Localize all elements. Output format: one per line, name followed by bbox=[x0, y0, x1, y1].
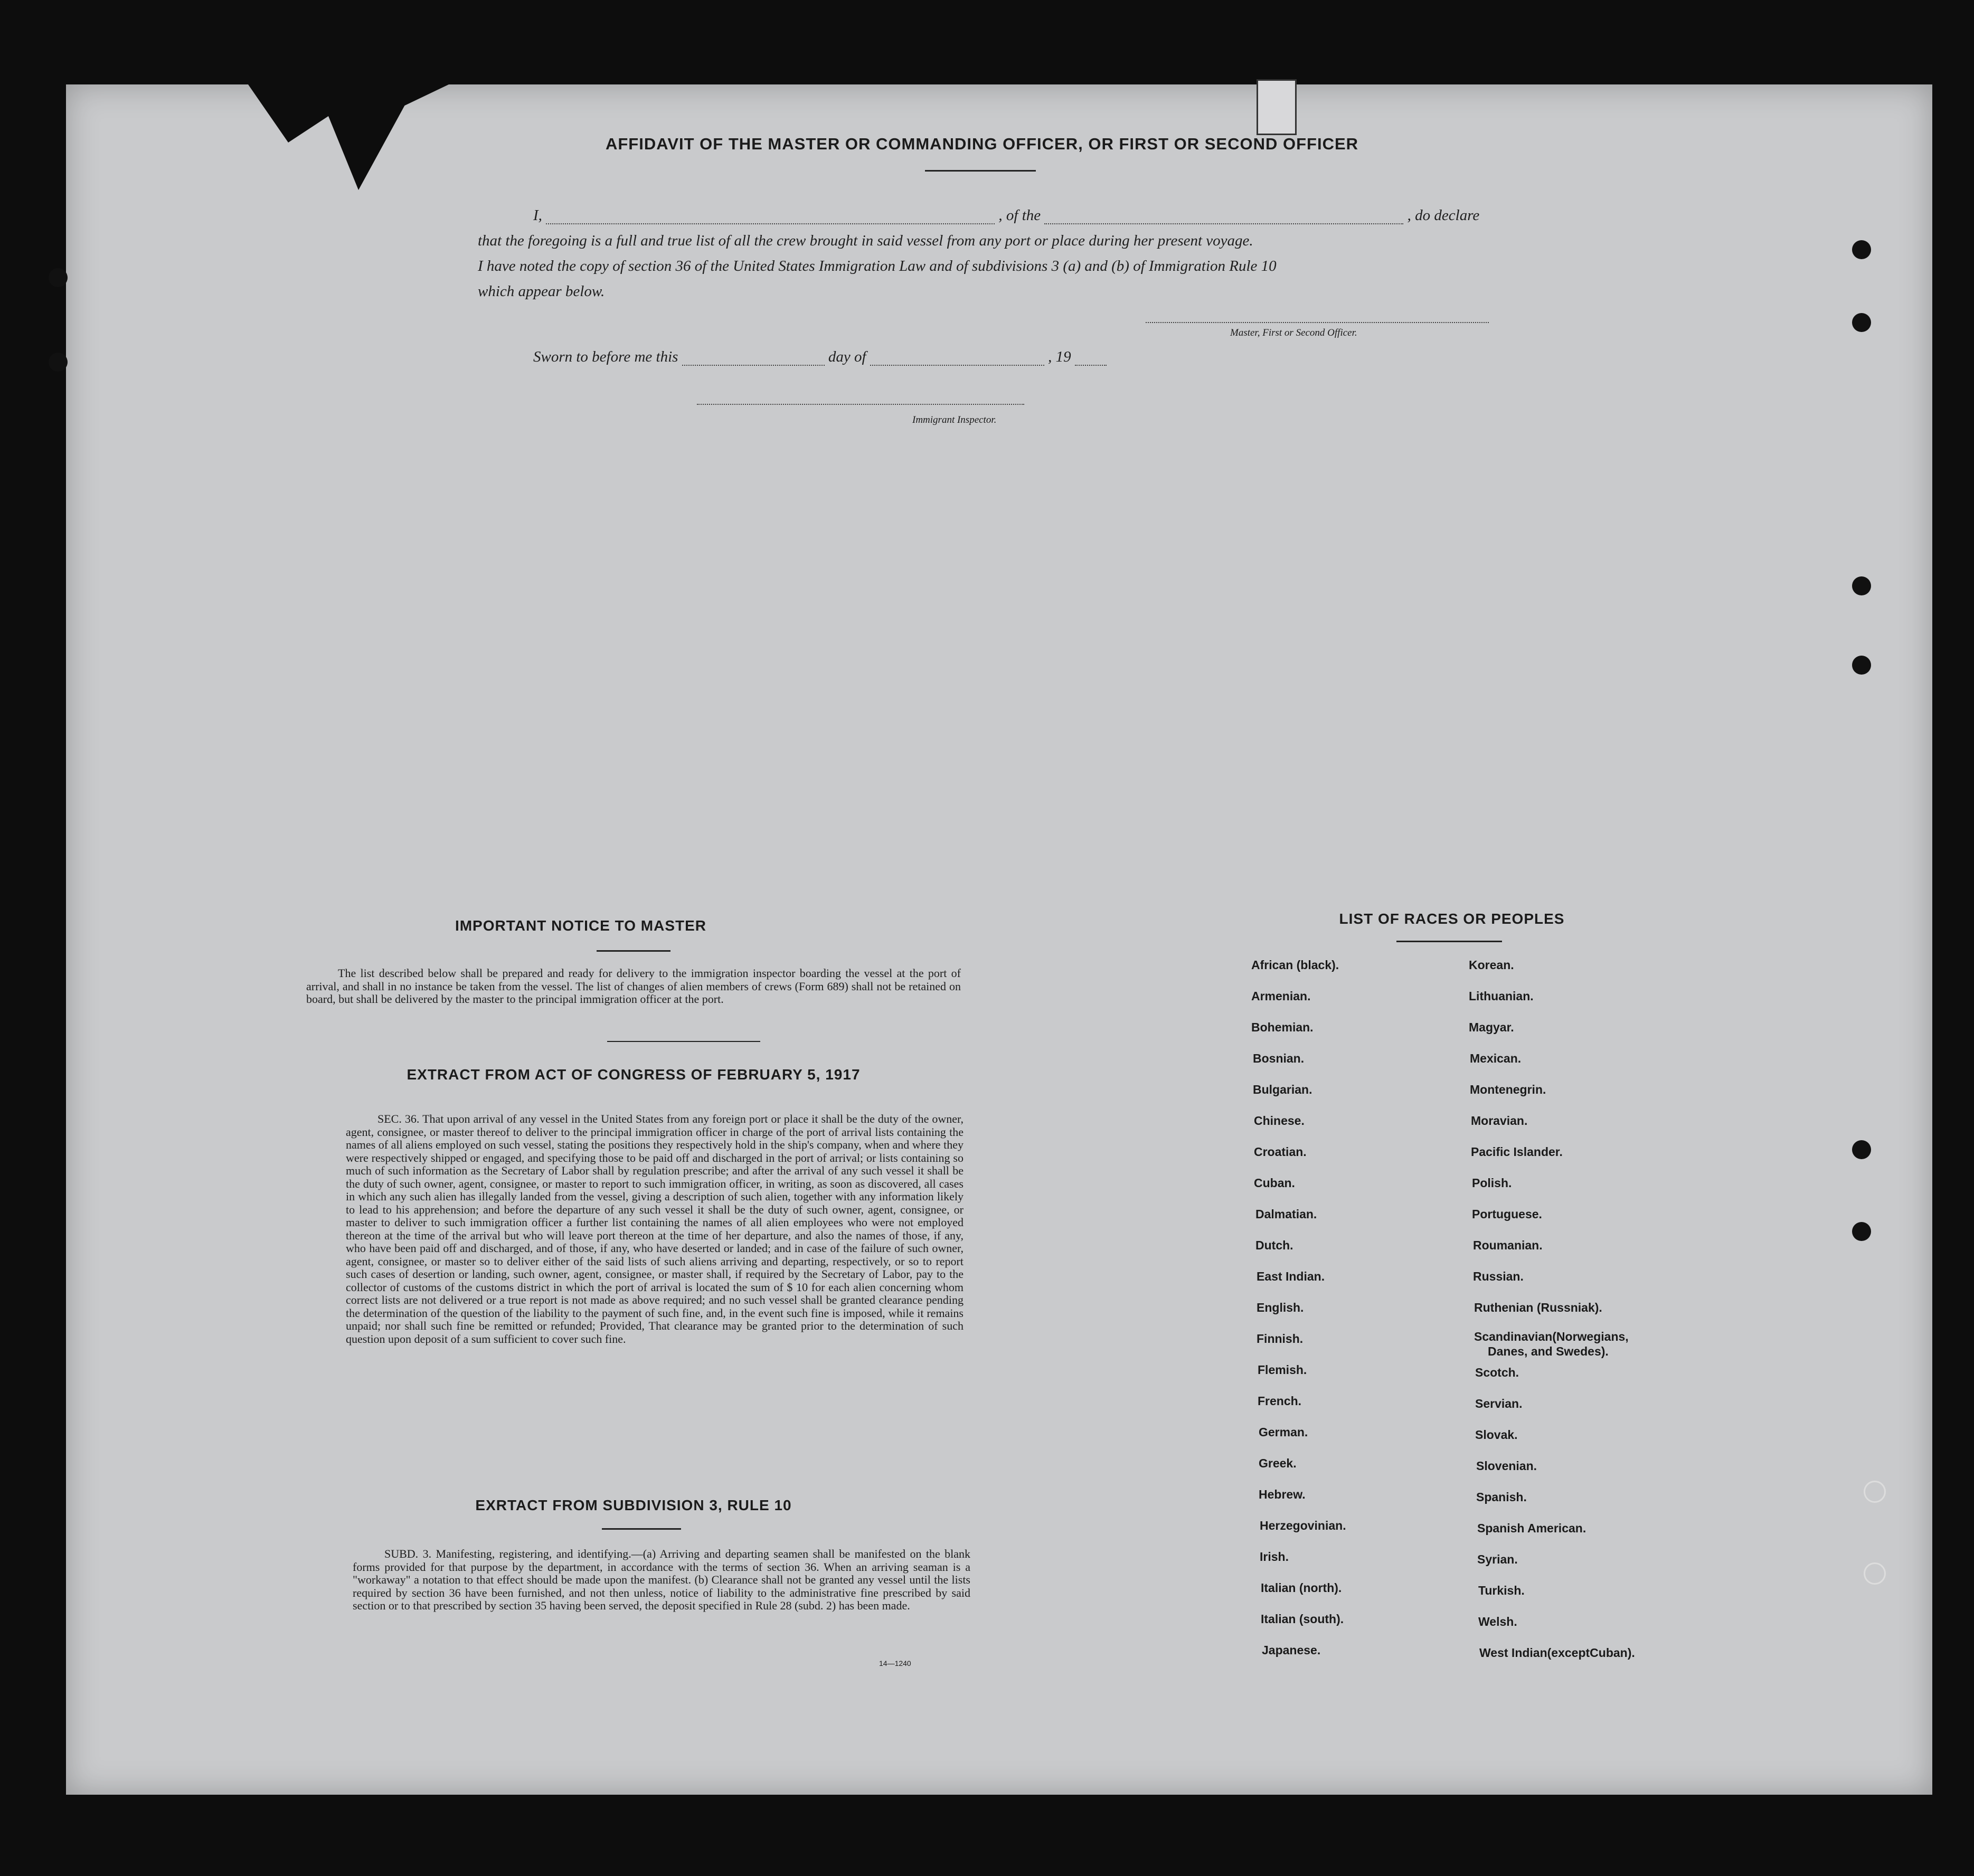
punch-hole bbox=[49, 268, 68, 287]
race-item: Croatian. bbox=[1254, 1145, 1307, 1159]
punch-hole bbox=[1852, 576, 1871, 595]
declaration-line-4: which appear below. bbox=[478, 283, 605, 300]
race-item: German. bbox=[1259, 1425, 1308, 1439]
extract-rule-text bbox=[353, 1548, 970, 1613]
race-item: Italian (south). bbox=[1261, 1612, 1344, 1626]
race-item: Portuguese. bbox=[1472, 1207, 1542, 1221]
race-item: Roumanian. bbox=[1473, 1238, 1543, 1252]
race-item: Bosnian. bbox=[1253, 1051, 1305, 1065]
sworn-month-field[interactable] bbox=[870, 365, 1044, 366]
race-item: Syrian. bbox=[1477, 1552, 1518, 1566]
punch-hole bbox=[1852, 1222, 1871, 1241]
day-of-label: day of bbox=[828, 348, 866, 365]
declaration-line-1 bbox=[533, 207, 1479, 224]
notice-divider bbox=[607, 1041, 760, 1042]
document-page bbox=[66, 84, 1932, 1795]
extract-rule-rule bbox=[602, 1528, 681, 1530]
race-item: Spanish. bbox=[1476, 1490, 1527, 1504]
race-item: Russian. bbox=[1473, 1269, 1524, 1283]
race-item: Korean. bbox=[1469, 958, 1514, 972]
race-item: Danes, and Swedes). bbox=[1488, 1344, 1609, 1358]
race-item: Flemish. bbox=[1258, 1363, 1307, 1377]
race-item: Polish. bbox=[1472, 1176, 1512, 1190]
inspector-caption: Immigrant Inspector. bbox=[912, 414, 997, 425]
sworn-year-field[interactable] bbox=[1075, 365, 1107, 366]
extract-act-title: EXTRACT FROM ACT OF CONGRESS OF FEBRUARY 5, 1917 bbox=[407, 1066, 861, 1083]
do-declare-label: , do declare bbox=[1407, 207, 1480, 224]
race-item: Japanese. bbox=[1262, 1643, 1321, 1657]
notice-title: IMPORTANT NOTICE TO MASTER bbox=[455, 917, 707, 934]
paper-tab bbox=[1257, 79, 1297, 135]
race-item: Montenegrin. bbox=[1470, 1083, 1546, 1096]
race-item: Chinese. bbox=[1254, 1114, 1305, 1128]
year-label: , 19 bbox=[1048, 348, 1071, 365]
race-item: Slovenian. bbox=[1476, 1459, 1537, 1473]
punch-hole bbox=[1864, 1481, 1886, 1503]
notice-text bbox=[306, 967, 961, 1006]
race-item: Spanish American. bbox=[1477, 1521, 1586, 1535]
vessel-field[interactable] bbox=[1044, 223, 1403, 224]
race-item: Turkish. bbox=[1478, 1584, 1525, 1597]
race-item: Greek. bbox=[1259, 1456, 1297, 1470]
punch-hole bbox=[1852, 240, 1871, 259]
race-item: French. bbox=[1258, 1394, 1302, 1408]
race-item: Armenian. bbox=[1251, 989, 1311, 1003]
race-item: Dutch. bbox=[1255, 1238, 1293, 1252]
punch-hole bbox=[1852, 656, 1871, 675]
punch-hole bbox=[1864, 1562, 1886, 1585]
affidavit-rule bbox=[925, 170, 1036, 172]
officer-signature-field[interactable] bbox=[1146, 311, 1489, 323]
race-item: Dalmatian. bbox=[1255, 1207, 1317, 1221]
race-item: Italian (north). bbox=[1261, 1581, 1342, 1595]
race-item: African (black). bbox=[1251, 958, 1339, 972]
race-item: Bohemian. bbox=[1251, 1020, 1314, 1034]
punch-hole bbox=[49, 353, 68, 372]
race-item: Moravian. bbox=[1471, 1114, 1528, 1128]
of-the-label: , of the bbox=[998, 207, 1041, 224]
race-item: Hebrew. bbox=[1259, 1487, 1306, 1501]
sec-36-paragraph: SEC. 36. That upon arrival of any vessel in the United States from any foreign port or place it shall be the duty of the owner, agent, consignee, or master thereof to deliver to the principal immigration officer in charge of the port of arrival lists containing the names of all aliens employed on such vessel, stating the positions they respectively hold in the ship's company, when and where they were respectively shipped or engaged, and specifying those to be paid off and discharged in the port of arrival; or lists containing so much of such information as the Secretary of Labor shall by regulation prescribe; and after the arrival of any such vessel it shall be the duty of such owner, agent, consignee, or master to report to such immigration officer, in writing, as soon as discovered, all cases in which any such alien has illegally landed from the vessel, giving a description of such alien, together with any information likely to lead to his apprehension; and before the departure of any such vessel it shall be the duty of such owner, agent, consignee, or master to deliver to such immigration officer a further list containing the names of all alien employees who were not employed thereon at the time of the arrival but who will leave port thereon at the time of her departure, and also the names of those, if any, who have been paid off and discharged, and of those, if any, who have deserted or landed; and in case of the failure of such owner, agent, consignee, or master so to deliver either of the said lists of such aliens arriving and departing, respectively, or so to report such cases of desertion or landing, such owner, agent, consignee, or master shall, if required by the Secretary of Labor, pay to the collector of customs of the customs district in which the port of arrival is located the sum of $ 10 for each alien concerning whom correct lists are not delivered or a true report is not made as above required; and no such vessel shall be granted clearance pending the determination of the question of the liability to the payment of such fine, and, in the event such fine is imposed, while it remains unpaid; nor shall such fine be remitted or refunded; Provided, That clearance may be granted prior to the determination of such question upon deposit of a sum sufficient to cover such fine. bbox=[346, 1112, 964, 1346]
sworn-day-field[interactable] bbox=[682, 365, 825, 366]
subd-3-paragraph: SUBD. 3. Manifesting, registering, and identifying.—(a) Arriving and departing seamen shall be manifested on the blank forms provided for that purpose by the department, in accordance with the terms of section 36. When an arriving seaman is a "workaway" a notation to that effect should be made upon the manifest. (b) Clearance shall not be granted any vessel until the lists required by section 36 have been furnished, and not then unless, notice of liability to the administrative fine prescribed by said section or to that prescribed by section 35 having been served, the deposit specified in Rule 28 (subd. 2) has been made. bbox=[353, 1547, 970, 1612]
punch-hole bbox=[1852, 1140, 1871, 1159]
race-item: Mexican. bbox=[1470, 1051, 1522, 1065]
races-title: LIST OF RACES OR PEOPLES bbox=[1339, 911, 1565, 927]
race-item: Bulgarian. bbox=[1253, 1083, 1312, 1096]
race-item: Herzegovinian. bbox=[1260, 1519, 1346, 1532]
race-item: West Indian(exceptCuban). bbox=[1479, 1646, 1635, 1660]
race-item: English. bbox=[1257, 1301, 1304, 1314]
i-label: I, bbox=[533, 207, 542, 224]
officer-caption: Master, First or Second Officer. bbox=[1230, 327, 1357, 338]
race-item: Cuban. bbox=[1254, 1176, 1295, 1190]
race-item: Servian. bbox=[1475, 1397, 1523, 1410]
extract-act-text bbox=[346, 1113, 964, 1346]
inspector-signature-field[interactable] bbox=[697, 393, 1024, 405]
races-rule bbox=[1396, 941, 1502, 942]
extract-rule-title: EXRTACT FROM SUBDIVISION 3, RULE 10 bbox=[475, 1497, 792, 1513]
declaration-line-3: I have noted the copy of section 36 of the United States Immigration Law and of subdivisions 3 (a) and (b) of Immigration Rule 10 bbox=[478, 258, 1277, 274]
race-item: Ruthenian (Russniak). bbox=[1474, 1301, 1602, 1314]
form-number: 14—1240 bbox=[879, 1659, 911, 1667]
race-item: Welsh. bbox=[1478, 1615, 1517, 1628]
punch-hole bbox=[1852, 313, 1871, 332]
race-item: East Indian. bbox=[1257, 1269, 1325, 1283]
race-item: Scotch. bbox=[1475, 1366, 1519, 1379]
race-item: Finnish. bbox=[1257, 1332, 1304, 1346]
race-item: Magyar. bbox=[1469, 1020, 1514, 1034]
notice-paragraph: The list described below shall be prepared and ready for delivery to the immigration inspector boarding the vessel at the port of arrival, and shall in no instance be taken from the vessel. The list of changes of alien members of crews (Form 689) shall not be retained on board, but shall be delivered by the master to the principal immigration officer at the port. bbox=[306, 967, 961, 1006]
affidavit-title: AFFIDAVIT OF THE MASTER OR COMMANDING OFFICER, OR FIRST OR SECOND OFFICER bbox=[605, 135, 1359, 153]
sworn-label: Sworn to before me this bbox=[533, 348, 678, 365]
race-item: Pacific Islander. bbox=[1471, 1145, 1563, 1159]
race-item: Scandinavian(Norwegians, bbox=[1474, 1330, 1629, 1343]
race-item: Lithuanian. bbox=[1469, 989, 1534, 1003]
sworn-line bbox=[533, 348, 1107, 366]
race-item: Slovak. bbox=[1475, 1428, 1518, 1442]
race-item: Irish. bbox=[1260, 1550, 1289, 1564]
notice-rule bbox=[597, 950, 670, 952]
name-field[interactable] bbox=[546, 223, 995, 224]
declaration-line-2: that the foregoing is a full and true list of all the crew brought in said vessel from any port or place during her present voyage. bbox=[478, 232, 1253, 249]
